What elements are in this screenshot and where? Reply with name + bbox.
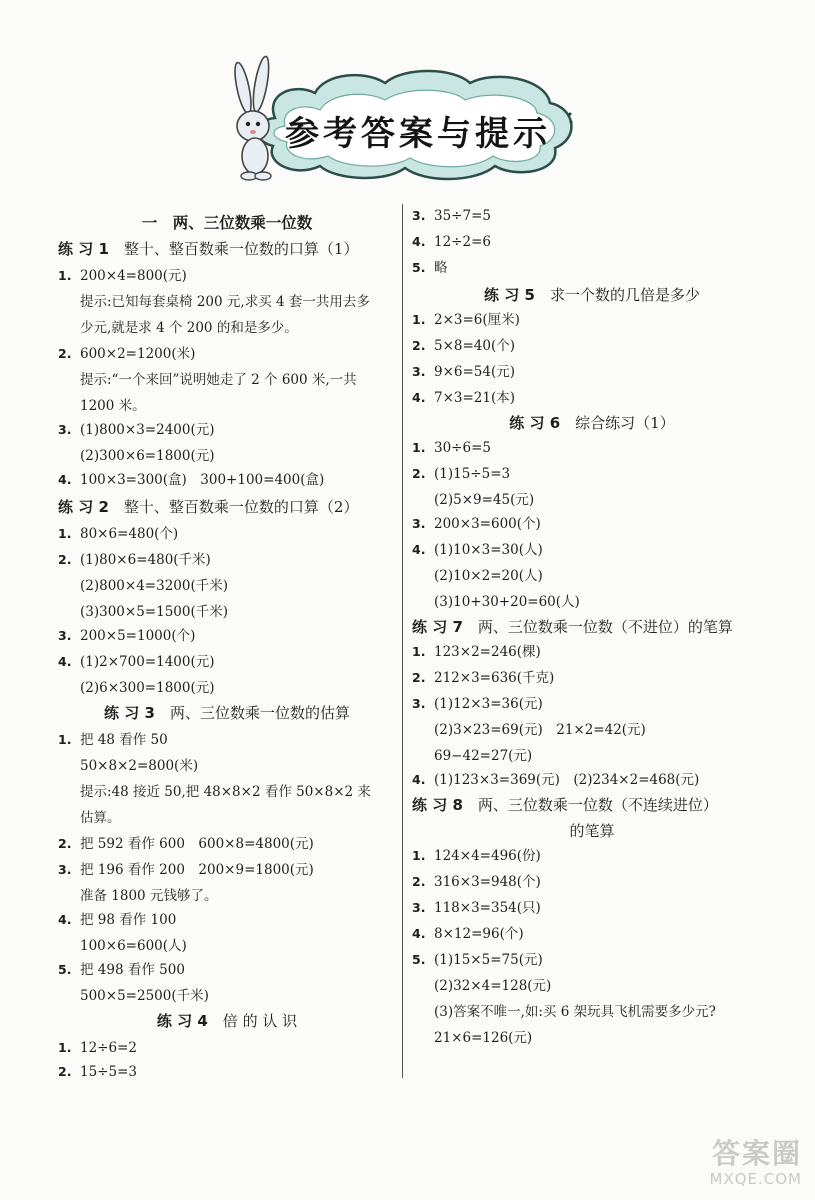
answer-line: (2)300×6=1800(元): [80, 448, 215, 464]
answer-line: 1. 80×6=480(个): [58, 526, 179, 542]
hint-line: 提示:已知每套桌椅 200 元,求买 4 套一共用去多: [80, 294, 370, 310]
answer-line: 3. (1)12×3=36(元): [412, 696, 543, 712]
answer-line: 100×6=600(人): [80, 938, 187, 954]
exercise-label: 练 习 2: [58, 498, 109, 516]
exercise-label: 练 习 8: [412, 796, 463, 814]
answer-line: (2)800×4=3200(千米): [80, 578, 228, 594]
answer-line: 2. 212×3=636(千克): [412, 670, 555, 686]
exercise-topic: 倍 的 认 识: [222, 1012, 298, 1030]
hint-line: 估算。: [80, 810, 121, 826]
exercise-8-title: [412, 794, 718, 816]
answer-line: 1. 123×2=246(棵): [412, 644, 541, 660]
exercise-topic: 两、三位数乘一位数（不进位）的笔算: [477, 618, 733, 636]
hint-line: 提示:48 接近 50,把 48×8×2 看作 50×8×2 来: [80, 784, 371, 800]
exercise-8-title-cont: 的笔算: [569, 822, 615, 840]
answer-line: 3. 9×6=54(元): [412, 364, 516, 380]
exercise-topic: 整十、整百数乘一位数的口算（1）: [123, 240, 359, 258]
answer-line: 2. 15÷5=3: [58, 1064, 137, 1080]
exercise-label: 练 习 3: [104, 704, 155, 722]
answer-line: (3)300×5=1500(千米): [80, 604, 228, 620]
exercise-2-title: [58, 496, 358, 518]
answer-line: 2. (1)80×6=480(千米): [58, 552, 211, 568]
hint-line: 1200 米。: [80, 398, 146, 414]
exercise-1-title: [58, 238, 358, 260]
answer-line: 3. 118×3=354(只): [412, 900, 541, 916]
answer-line: (3)答案不唯一,如:买 6 架玩具飞机需要多少元?: [434, 1004, 716, 1020]
exercise-topic: 求一个数的几倍是多少: [549, 286, 700, 304]
exercise-7-title: [412, 616, 733, 638]
answer-line: 500×5=2500(千米): [80, 988, 209, 1004]
answer-line: 3. (1)800×3=2400(元): [58, 422, 215, 438]
answer-line: 21×6=126(元): [434, 1030, 533, 1046]
answer-line: 1. 把 48 看作 50: [58, 732, 168, 748]
column-divider: [402, 204, 403, 1078]
exercise-label: 练 习 6: [509, 414, 561, 432]
answer-line: 1. 12÷6=2: [58, 1040, 137, 1056]
answer-line: 5. 略: [412, 260, 448, 276]
answer-line: 5. (1)15×5=75(元): [412, 952, 543, 968]
answer-line: (3)10+30+20=60(人): [434, 594, 580, 610]
exercise-label: 练 习 5: [484, 286, 535, 304]
answer-line: 50×8×2=800(米): [80, 758, 199, 774]
page-title: 参考答案与提示: [285, 114, 551, 154]
answer-line: 4. 把 98 看作 100: [58, 912, 177, 928]
chapter-heading: 一 两、三位数乘一位数: [141, 214, 313, 232]
exercise-topic: 两、三位数乘一位数的估算: [169, 704, 350, 722]
answer-line: 1. 2×3=6(厘米): [412, 312, 520, 328]
answer-line: 4. 100×3=300(盒) 300+100=400(盒): [58, 472, 325, 488]
exercise-label: 练 习 1: [58, 240, 109, 258]
answer-line: (2)3×23=69(元) 21×2=42(元): [434, 722, 646, 738]
answer-line: (2)32×4=128(元): [434, 978, 552, 994]
answer-line: 3. 200×3=600(个): [412, 516, 541, 532]
hint-line: 提示:“一个来回”说明她走了 2 个 600 米,一共: [80, 372, 357, 388]
exercise-topic: 两、三位数乘一位数（不连续进位）: [477, 796, 718, 814]
answer-line: 4. 8×12=96(个): [412, 926, 524, 942]
bunny-icon: [232, 55, 272, 180]
answer-line: 4. 12÷2=6: [412, 234, 491, 250]
answer-line: (2)10×2=20(人): [434, 568, 543, 584]
watermark-logo: 答案圈: [711, 1137, 802, 1170]
answer-line: (2)6×300=1800(元): [80, 680, 215, 696]
answer-line: 2. 5×8=40(个): [412, 338, 516, 354]
exercise-4-title: [58, 1010, 396, 1032]
answer-line: 3. 35÷7=5: [412, 208, 491, 224]
exercise-5-title: [412, 284, 772, 306]
answer-line: 2. 316×3=948(个): [412, 874, 541, 890]
watermark: [662, 1138, 802, 1194]
answer-line: 3. 把 196 看作 200 200×9=1800(元): [58, 862, 314, 878]
answer-line: 4. (1)2×700=1400(元): [58, 654, 215, 670]
watermark-url: MXQE.COM: [709, 1170, 802, 1188]
answer-line: 1. 30÷6=5: [412, 440, 491, 456]
answer-line: 5. 把 498 看作 500: [58, 962, 185, 978]
exercise-3-title: [58, 702, 396, 724]
answer-line: 1. 200×4=800(元): [58, 268, 187, 284]
exercise-label: 练 习 4: [156, 1012, 208, 1030]
exercise-topic: 综合练习（1）: [575, 414, 675, 432]
exercise-6-title: [412, 412, 772, 434]
answer-line: 准备 1800 元钱够了。: [80, 888, 218, 904]
exercise-topic: 整十、整百数乘一位数的口算（2）: [123, 498, 359, 516]
hint-line: 少元,就是求 4 个 200 的和是多少。: [80, 320, 298, 336]
answer-line: 69−42=27(元): [434, 748, 533, 764]
answer-line: 4. (1)10×3=30(人): [412, 542, 543, 558]
answer-line: 4. 7×3=21(本): [412, 390, 516, 406]
answer-line: 2. (1)15÷5=3: [412, 466, 511, 482]
answer-line: (2)5×9=45(元): [434, 492, 535, 508]
answer-line: 2. 把 592 看作 600 600×8=4800(元): [58, 836, 314, 852]
answer-line: 1. 124×4=496(份): [412, 848, 541, 864]
answer-line: 3. 200×5=1000(个): [58, 628, 196, 644]
answer-line: 4. (1)123×3=369(元) (2)234×2=468(元): [412, 772, 700, 788]
answer-line: 2. 600×2=1200(米): [58, 346, 196, 362]
exercise-label: 练 习 7: [412, 618, 463, 636]
